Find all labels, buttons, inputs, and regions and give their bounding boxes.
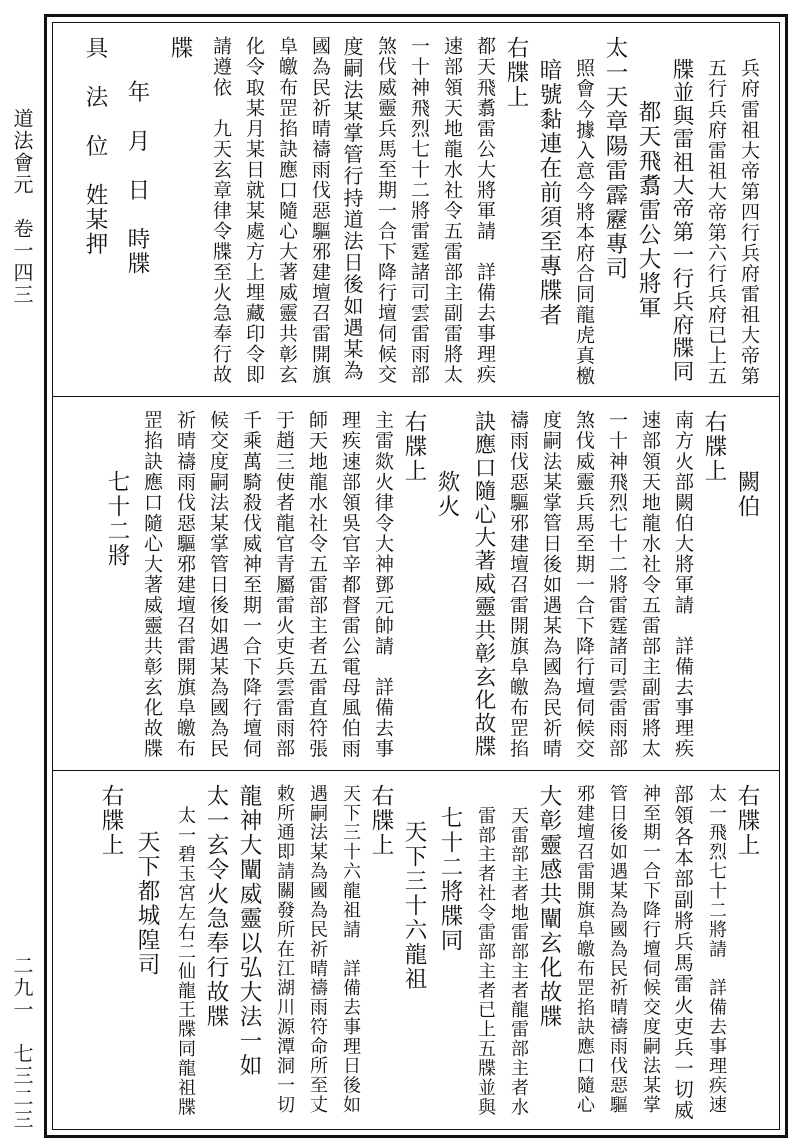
text-column: 管日後如遇某為國為民祈晴禱雨伐惡驅: [607, 784, 628, 1115]
text-column: 速部領天地龍水社令五雷部主副雷將太: [639, 410, 661, 759]
text-column: 七十二將牒同: [437, 806, 463, 953]
text-column: 右牒上: [734, 784, 760, 858]
text-column: 龍神大闡威靈以弘大法一如: [236, 784, 262, 1078]
text-column: 都天飛翥雷公大將軍請 詳備去事理疾: [474, 36, 496, 385]
deity-heading: 天下三十六龍祖: [401, 820, 427, 992]
text-column: 化令取某月某日就某處方上埋藏印令即: [243, 36, 265, 385]
text-column: 請遵依 九天玄章律令牒至火急奉行故: [210, 36, 232, 385]
deity-heading: 天下都城隍司: [134, 830, 160, 977]
text-column: 禱雨伐惡驅邪建壇召雷開旗阜皦布罡掐: [507, 410, 529, 759]
text-column: 右牒上: [401, 410, 427, 484]
section-divider-bottom: [52, 770, 780, 771]
text-column: 神至期一合下降行壇伺候交度嗣法某掌: [640, 784, 661, 1115]
signature-line: 具 法 位 姓某押: [82, 36, 108, 257]
text-column: 邪建壇召雷開旗阜皦布罡掐訣應口隨心: [574, 784, 595, 1115]
text-column: 天下三十六龍祖請 詳備去事理日後如: [340, 784, 361, 1115]
section-divider-top: [52, 396, 780, 397]
text-column: 太一天章陽雷霹靂專司: [602, 36, 628, 281]
text-column: 雷部主者社令雷部主者已上五牒並與: [475, 806, 496, 1118]
text-column: 兵府雷祖大帝第四行兵府雷祖大帝第: [738, 58, 760, 387]
margin-book-title: 道法會元 卷一四三: [10, 108, 34, 306]
text-column: 遇嗣法某為國為民祈晴禱雨符命所至丈: [307, 784, 328, 1115]
text-column: 太一碧玉宮左右二仙龍王牒同龍祖牒: [175, 806, 196, 1118]
text-column: 師天地龍水社令五雷部主者五雷直符張: [306, 410, 328, 759]
margin-page-number: 二九一 七三二三: [10, 955, 34, 1131]
text-column: 主雷欻火律令大神鄧元帥請 詳備去事: [372, 410, 394, 759]
text-column: 牒並與雷祖大帝第一行兵府牒同: [669, 58, 694, 384]
text-column: 煞伐威靈兵馬至期一合下降行壇伺候交: [375, 36, 397, 385]
text-column: 訣應口隨心大著威靈共彰玄化故牒: [471, 410, 496, 759]
text-column: 祈晴禱雨伐惡驅邪建壇召雷開旗阜皦布: [174, 410, 196, 759]
text-column: 阜皦布罡掐訣應口隨心大著威靈共彰玄: [276, 36, 298, 385]
text-column: 右牒上: [503, 36, 529, 110]
text-column: 右牒上: [98, 784, 124, 858]
text-column: 天雷部主者地雷部主者龍雷部主者水: [508, 806, 529, 1118]
text-column: 度嗣法某掌管日後如遇某為國為民祈晴: [540, 410, 562, 759]
text-column: 速部領天地龍水社令五雷部主副雷將太: [441, 36, 463, 385]
text-column: 敕所通即請關發所在江湖川源潭洞一切: [274, 784, 295, 1115]
text-column: 右牒上: [368, 784, 394, 858]
date-line: 年 月 日 時牒: [124, 80, 150, 276]
text-column: 都天飛翥雷公大將軍: [635, 100, 661, 321]
text-column: 國為民祈晴禱雨伐惡驅邪建壇召雷開旗: [309, 36, 331, 385]
deity-heading: 欻火: [434, 470, 460, 519]
text-column: 五行兵府雷祖大帝第六行兵府已上五: [705, 58, 727, 387]
text-column: 照會今據入意今將本府合同龍虎真檄: [573, 58, 595, 387]
deity-heading: 闕伯: [734, 470, 760, 519]
text-column: 太一飛烈七十二將請 詳備去事理疾速: [706, 784, 727, 1115]
text-column: 一十神飛烈七十二將雷霆諸司雲雷雨部: [408, 36, 430, 385]
text-column: 大彰靈感共闡玄化故牒: [536, 784, 562, 1029]
text-column: 牒: [167, 36, 193, 61]
text-column: 一十神飛烈七十二將雷霆諸司雲雷雨部: [606, 410, 628, 759]
text-column: 太一玄令火急奉行故牒: [203, 784, 229, 1029]
text-column: 右牒上: [701, 410, 727, 484]
text-column: 理疾速部領吳官辛都督雷公電母風伯雨: [339, 410, 361, 759]
text-column: 度嗣法某掌管行持道法日後如遇某為: [340, 36, 364, 382]
text-column: 于趙三使者龍官青屬雷火吏兵雲雷雨部: [273, 410, 295, 759]
text-column: 暗號黏連在前須至專牒者: [536, 58, 562, 328]
text-column: 部領各本部副將兵馬雷火吏兵一切威: [671, 784, 694, 1121]
text-column: 千乘萬騎殺伐威神至期一合下降行壇伺: [240, 410, 262, 759]
text-column: 候交度嗣法某掌管日後如遇某為國為民: [207, 410, 229, 759]
text-column: 南方火部闕伯大將軍請 詳備去事理疾: [672, 410, 694, 759]
text-column: 煞伐威靈兵馬至期一合下降行壇伺候交: [573, 410, 595, 759]
deity-heading: 七十二將: [104, 470, 130, 568]
text-column: 罡掐訣應口隨心大著威靈共彰玄化故牒: [141, 410, 163, 759]
